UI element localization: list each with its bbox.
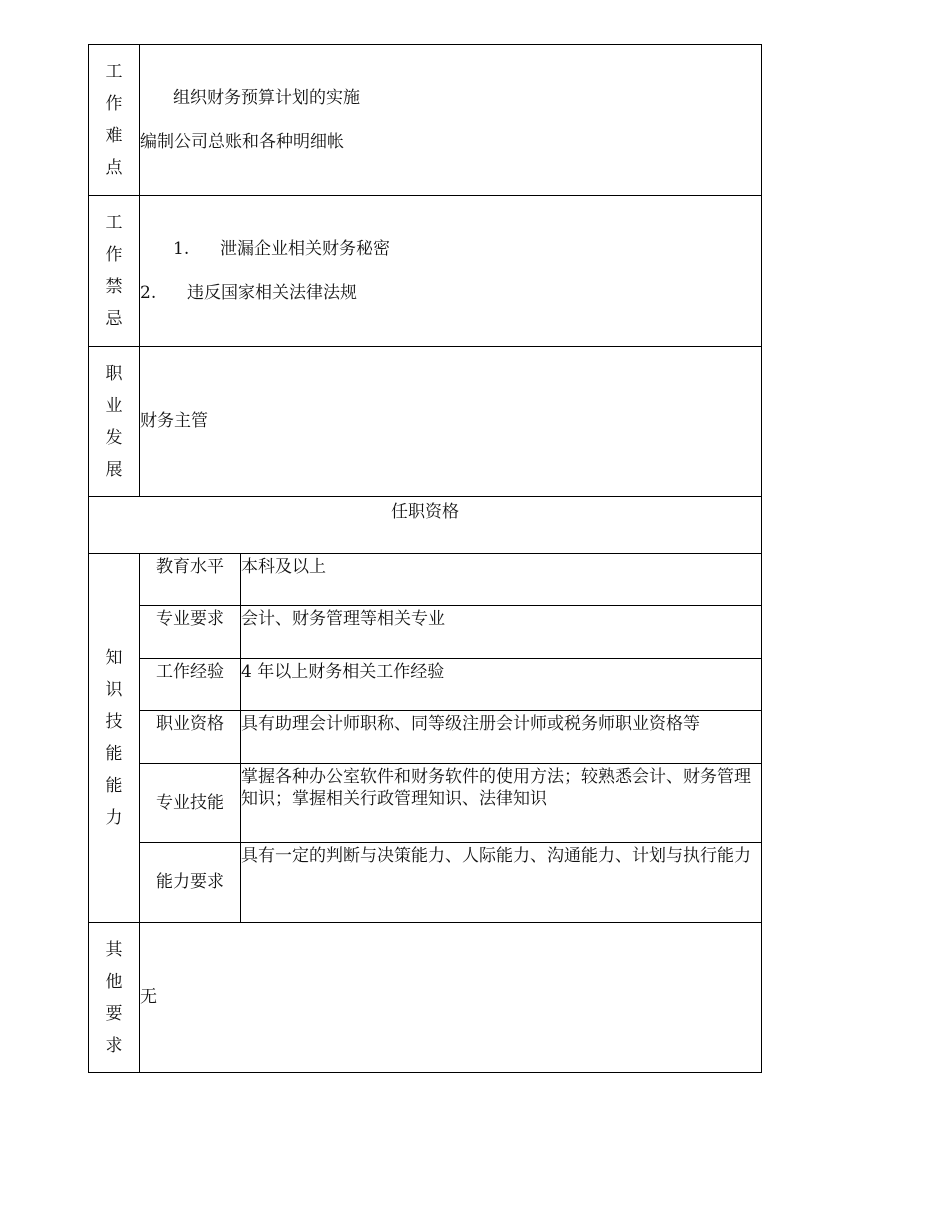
difficulty-row (89, 45, 762, 196)
ability-label: 能力要求 (140, 843, 241, 923)
qualification-row (89, 843, 762, 923)
qualification-row (89, 764, 762, 843)
career-content: 财务主管 (140, 347, 762, 497)
education-value: 本科及以上 (241, 554, 762, 606)
other-label: 其他要求 (89, 923, 140, 1073)
skills-label: 专业技能 (140, 764, 241, 843)
prohibition-item-2 (140, 282, 761, 304)
qualification-row (89, 606, 762, 659)
other-content: 无 (140, 923, 762, 1073)
prohibition-number-1: 1. (173, 238, 190, 259)
skills-value: 掌握各种办公室软件和财务软件的使用方法；较熟悉会计、财务管理知识；掌握相关行政管理知识、法律知识 (241, 764, 762, 843)
qualification-row (89, 711, 762, 764)
qualification-row (89, 659, 762, 711)
education-label: 教育水平 (140, 554, 241, 606)
certification-label: 职业资格 (140, 711, 241, 764)
job-description-table (88, 44, 762, 1073)
difficulty-line-2: 编制公司总账和各种明细帐 (140, 132, 344, 152)
major-value: 会计、财务管理等相关专业 (241, 606, 762, 659)
career-label: 职业发展 (89, 347, 140, 497)
major-label: 专业要求 (140, 606, 241, 659)
difficulty-line-1: 组织财务预算计划的实施 (173, 87, 360, 108)
certification-value: 具有助理会计师职称、同等级注册会计师或税务师职业资格等 (241, 711, 762, 764)
qualification-row (89, 554, 762, 606)
prohibition-number-2: 2. (140, 283, 157, 303)
prohibitions-label: 工作禁忌 (89, 196, 140, 347)
qualifications-header: 任职资格 (89, 497, 762, 554)
prohibition-text-1: 泄漏企业相关财务秘密 (220, 238, 390, 259)
difficulty-content (140, 45, 762, 196)
prohibitions-row (89, 196, 762, 347)
qualifications-header-row (89, 497, 762, 554)
prohibitions-content (140, 196, 762, 347)
experience-label: 工作经验 (140, 659, 241, 711)
ability-value: 具有一定的判断与决策能力、人际能力、沟通能力、计划与执行能力 (241, 843, 762, 923)
prohibition-text-2: 违反国家相关法律法规 (187, 283, 357, 303)
experience-value: 4 年以上财务相关工作经验 (241, 659, 762, 711)
difficulty-label: 工作难点 (89, 45, 140, 196)
prohibition-item-1 (140, 238, 761, 260)
other-row (89, 923, 762, 1073)
knowledge-skills-label: 知识技能能力 (89, 554, 140, 923)
career-row (89, 347, 762, 497)
